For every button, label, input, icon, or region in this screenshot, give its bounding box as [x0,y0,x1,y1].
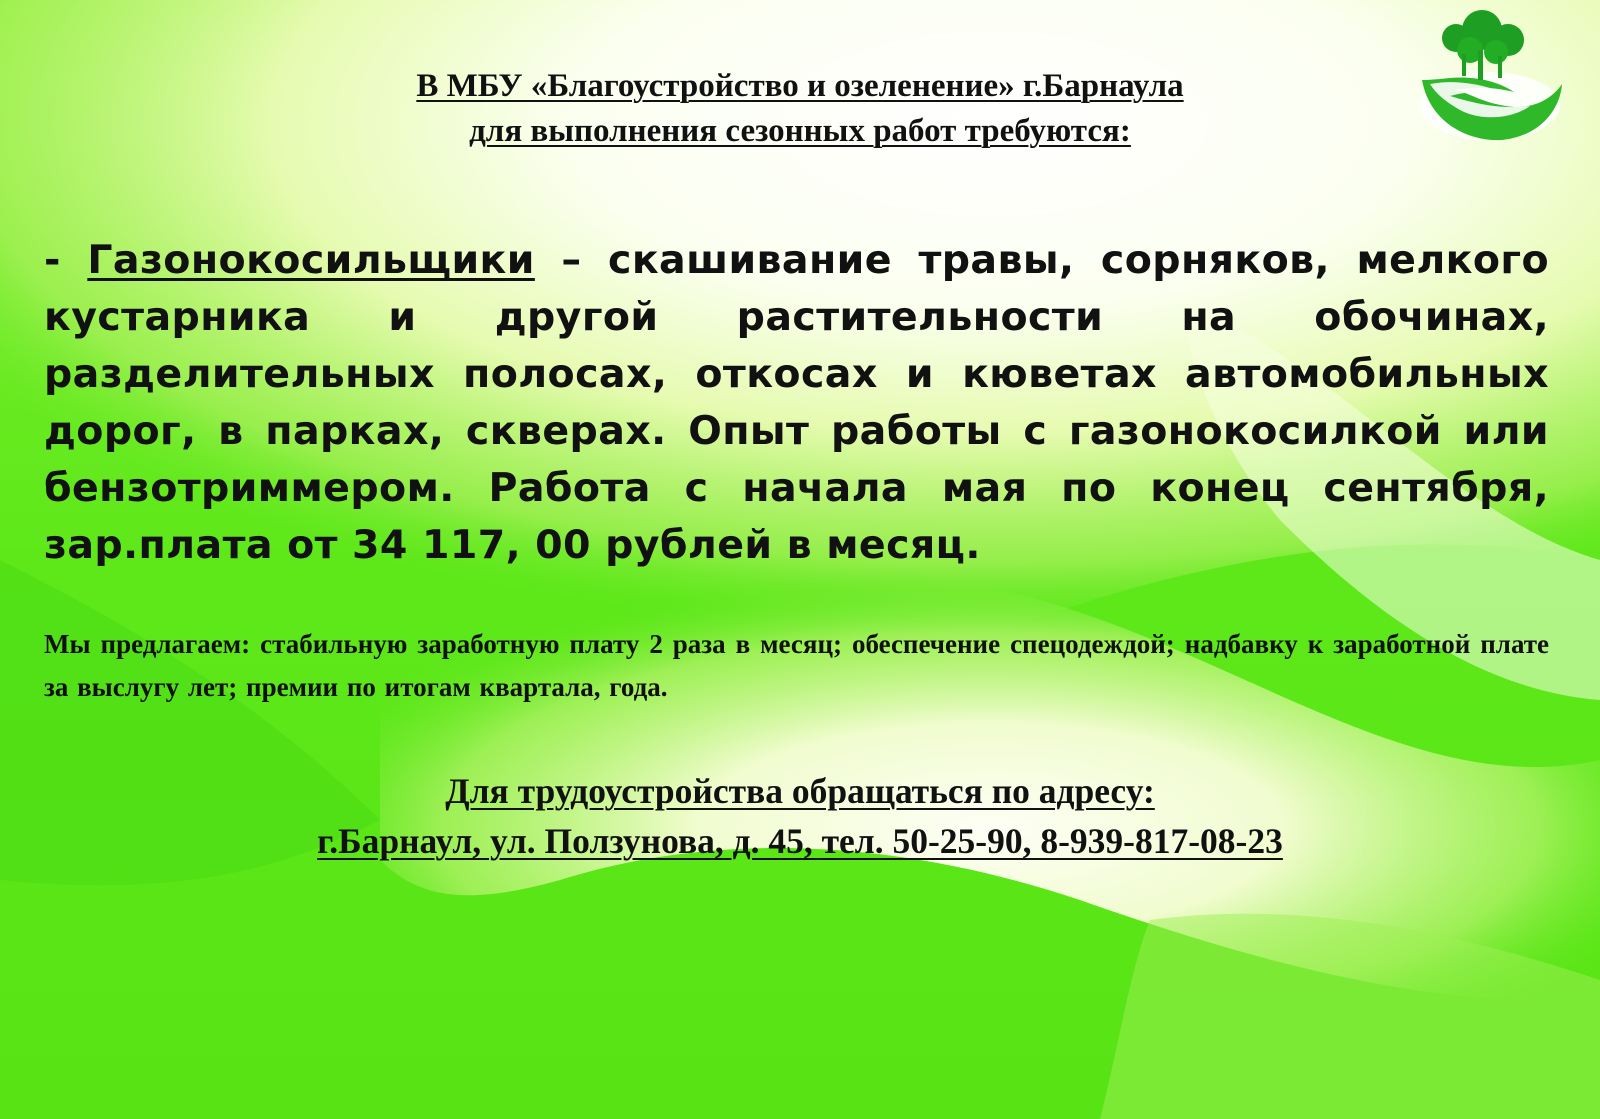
contact-address: г.Барнаул, ул. Ползунова, д. 45, тел. 50-25-90, 8-939-817-08-23 [317,821,1283,861]
contact-heading: Для трудоустройства обращаться по адресу: [445,771,1155,811]
job-title: Газонокосильщики [87,237,535,283]
announcement-header [200,64,1400,154]
job-description [44,232,1549,574]
offer-paragraph: Мы предлагаем: стабильную заработную плату 2 раза в месяц; обеспечение спецодеждой; надбавку к заработной плате за выслугу лет; премии по итогам квартала, года. [44,629,1549,702]
job-details: – скашивание травы, сорняков, мелкого кустарника и другой растительности на обочинах, разделительных полосах, откосах и кюветах автомобильных дорог, в парках, скверах. Опыт работы с газонокосилкой или бензотриммером. Работа с начала мая по конец сентября, зар.плата от 34 117, 00 рублей в месяц. [44,237,1550,568]
header-line-1: В МБУ «Благоустройство и озеленение» г.Барнаула [416,68,1184,104]
trees-and-road-logo-icon [1410,6,1570,146]
contact-block [100,766,1500,866]
header-line-2: для выполнения сезонных работ требуются: [469,113,1131,149]
job-dash: - [44,237,88,283]
